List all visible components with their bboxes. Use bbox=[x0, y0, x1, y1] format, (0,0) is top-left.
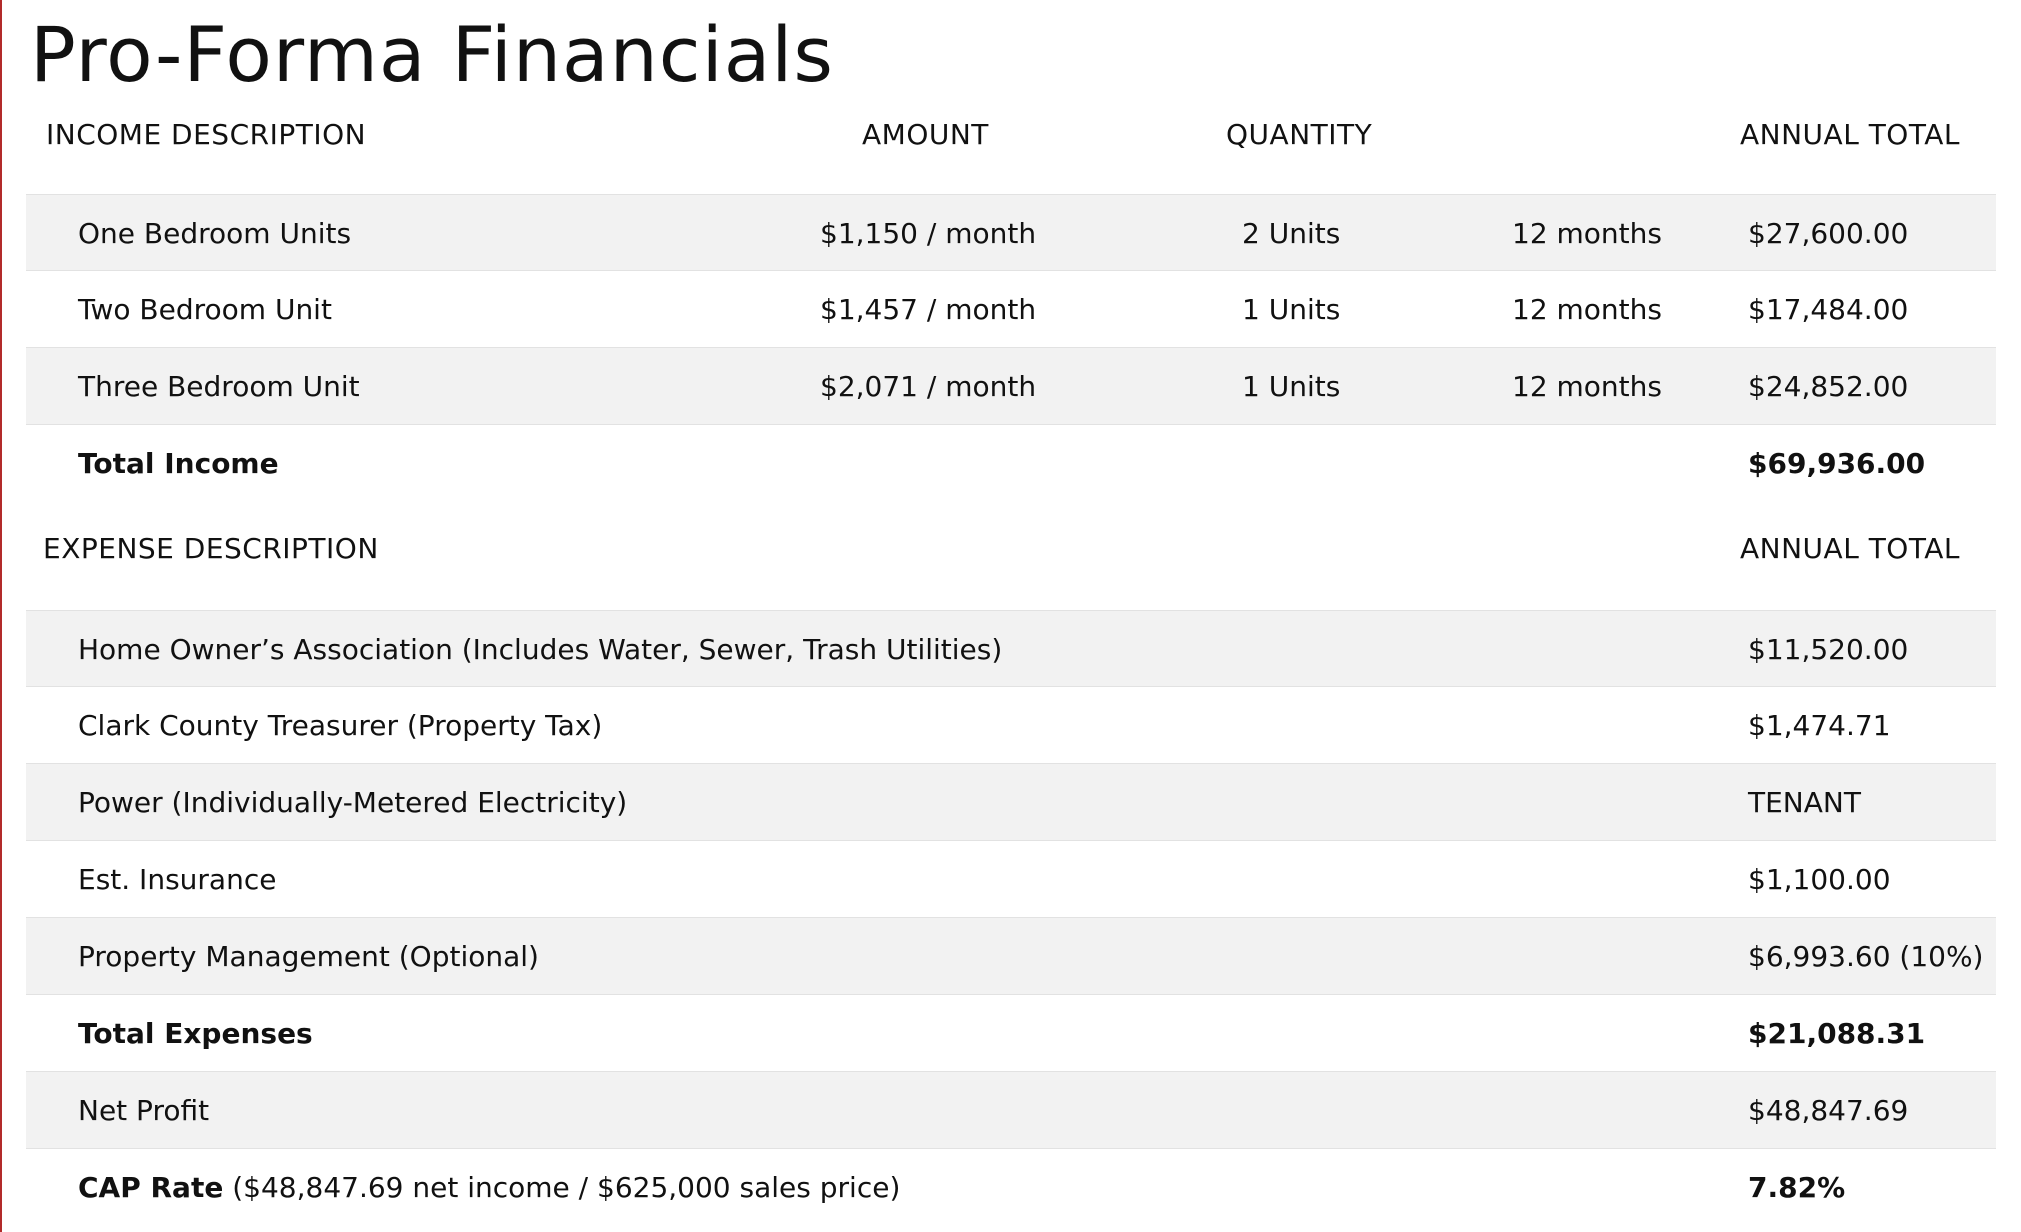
expense-row-insurance bbox=[26, 841, 1996, 918]
income-row-two-bedroom bbox=[26, 271, 1996, 348]
expense-row-property-management bbox=[26, 918, 1996, 995]
cap-rate-label: CAP Rate bbox=[78, 1171, 224, 1204]
expense-description: Est. Insurance bbox=[78, 863, 277, 896]
cap-rate-row bbox=[26, 1149, 1996, 1226]
net-profit-label: Net Profit bbox=[78, 1094, 210, 1127]
income-quantity: 2 Units bbox=[1242, 217, 1341, 250]
income-description-header: INCOME DESCRIPTION bbox=[46, 118, 367, 151]
total-income-label: Total Income bbox=[78, 447, 279, 480]
expense-annual-total: $1,100.00 bbox=[1748, 863, 1891, 896]
total-expenses-label: Total Expenses bbox=[78, 1017, 313, 1050]
expense-annual-total: TENANT bbox=[1748, 786, 1861, 819]
income-months: 12 months bbox=[1512, 293, 1662, 326]
expense-annual-total-header: ANNUAL TOTAL bbox=[1740, 532, 1961, 565]
total-expenses-value: $21,088.31 bbox=[1748, 1017, 1926, 1050]
income-months: 12 months bbox=[1512, 217, 1662, 250]
income-row-three-bedroom bbox=[26, 348, 1996, 425]
expense-description: Clark County Treasurer (Property Tax) bbox=[78, 709, 603, 742]
expense-annual-total: $11,520.00 bbox=[1748, 633, 1909, 666]
expense-description: Home Owner’s Association (Includes Water, Sewer, Trash Utilities) bbox=[78, 633, 1003, 666]
net-profit-row bbox=[26, 1072, 1996, 1149]
expense-row-property-tax bbox=[26, 687, 1996, 764]
income-annual-total: $17,484.00 bbox=[1748, 293, 1909, 326]
cap-rate-detail: ($48,847.69 net income / $625,000 sales price) bbox=[232, 1171, 901, 1204]
income-row-one-bedroom bbox=[26, 194, 1996, 271]
amount-header: AMOUNT bbox=[862, 118, 989, 151]
total-expenses-row bbox=[26, 995, 1996, 1072]
quantity-header: QUANTITY bbox=[1226, 118, 1373, 151]
income-description: Two Bedroom Unit bbox=[78, 293, 332, 326]
page-title: Pro-Forma Financials bbox=[30, 10, 834, 99]
expense-annual-total: $6,993.60 (10%) bbox=[1748, 940, 1984, 973]
income-description: One Bedroom Units bbox=[78, 217, 352, 250]
net-profit-value: $48,847.69 bbox=[1748, 1094, 1909, 1127]
left-accent-rule bbox=[0, 0, 2, 1232]
income-amount: $1,150 / month bbox=[820, 217, 1037, 250]
cap-rate-description bbox=[78, 1149, 900, 1226]
expense-description: Power (Individually-Metered Electricity) bbox=[78, 786, 628, 819]
income-quantity: 1 Units bbox=[1242, 370, 1341, 403]
expense-description: Property Management (Optional) bbox=[78, 940, 539, 973]
total-income-value: $69,936.00 bbox=[1748, 447, 1926, 480]
income-description: Three Bedroom Unit bbox=[78, 370, 360, 403]
income-quantity: 1 Units bbox=[1242, 293, 1341, 326]
expense-description-header: EXPENSE DESCRIPTION bbox=[43, 532, 379, 565]
income-months: 12 months bbox=[1512, 370, 1662, 403]
expense-annual-total: $1,474.71 bbox=[1748, 709, 1891, 742]
income-annual-total-header: ANNUAL TOTAL bbox=[1740, 118, 1961, 151]
expense-row-hoa bbox=[26, 610, 1996, 687]
income-amount: $1,457 / month bbox=[820, 293, 1037, 326]
income-annual-total: $24,852.00 bbox=[1748, 370, 1909, 403]
total-income-row bbox=[26, 425, 1996, 502]
expense-row-power bbox=[26, 764, 1996, 841]
cap-rate-value: 7.82% bbox=[1748, 1171, 1846, 1204]
income-amount: $2,071 / month bbox=[820, 370, 1037, 403]
income-annual-total: $27,600.00 bbox=[1748, 217, 1909, 250]
